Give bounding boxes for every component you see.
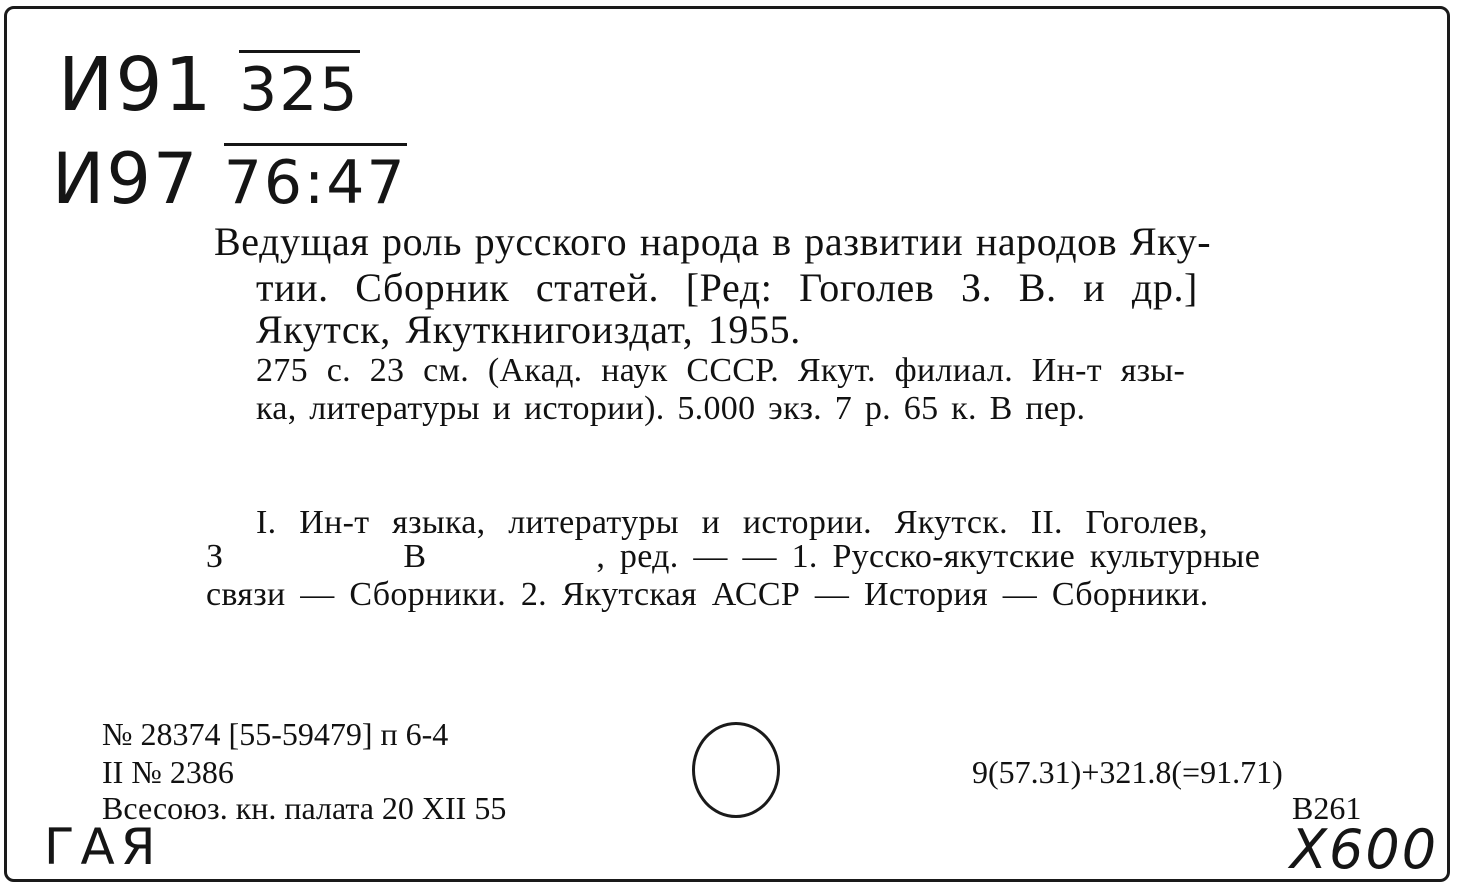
handwritten-initials: ГАЯ	[44, 818, 162, 876]
tracing-line-2	[206, 540, 1260, 574]
tracing-initial-v: В	[403, 538, 427, 575]
shelf-mark-2	[52, 138, 407, 220]
shelf-mark-1-code: И91	[58, 42, 214, 128]
shelf-mark-2-number: 76:47	[224, 143, 407, 218]
title-line-2: тии. Сборник статей. [Ред: Гоголев З. В. и др.]	[256, 265, 1198, 310]
tracing-initial-z: З	[206, 538, 224, 575]
tracing-line-3: связи — Сборники. 2. Якутская АССР — История — Сборники.	[206, 576, 1209, 613]
tracing-line-2-rest: , ред. — — 1. Русско-якутские культурные	[596, 538, 1261, 575]
shelf-mark-1-number: 325	[239, 50, 360, 125]
imprint-line: Якутск, Якуткнигоиздат, 1955.	[256, 307, 801, 352]
book-chamber-stamp: Всесоюз. кн. палата 20 XII 55	[102, 790, 507, 826]
handwritten-price: Х600	[1290, 818, 1439, 881]
collation-line-2: ка, литературы и истории). 5.000 экз. 7 р. 65 к. В пер.	[256, 390, 1086, 427]
shelf-mark-2-code: И97	[52, 138, 200, 220]
record-number: № 28374 [55-59479] п 6-4	[102, 716, 449, 752]
card-hole	[692, 722, 780, 818]
classification-index: 9(57.31)+321.8(=91.71)	[972, 754, 1283, 790]
shelf-mark-1	[58, 42, 360, 128]
second-number: II № 2386	[102, 754, 234, 790]
title-line-1: Ведущая роль русского народа в развитии народов Яку-	[214, 219, 1212, 264]
author-mark: В261	[1292, 790, 1362, 826]
tracing-line-1: I. Ин-т языка, литературы и истории. Якутск. II. Гоголев,	[256, 504, 1208, 541]
collation-line-1: 275 с. 23 см. (Акад. наук СССР. Якут. филиал. Ин-т язы-	[256, 352, 1186, 389]
